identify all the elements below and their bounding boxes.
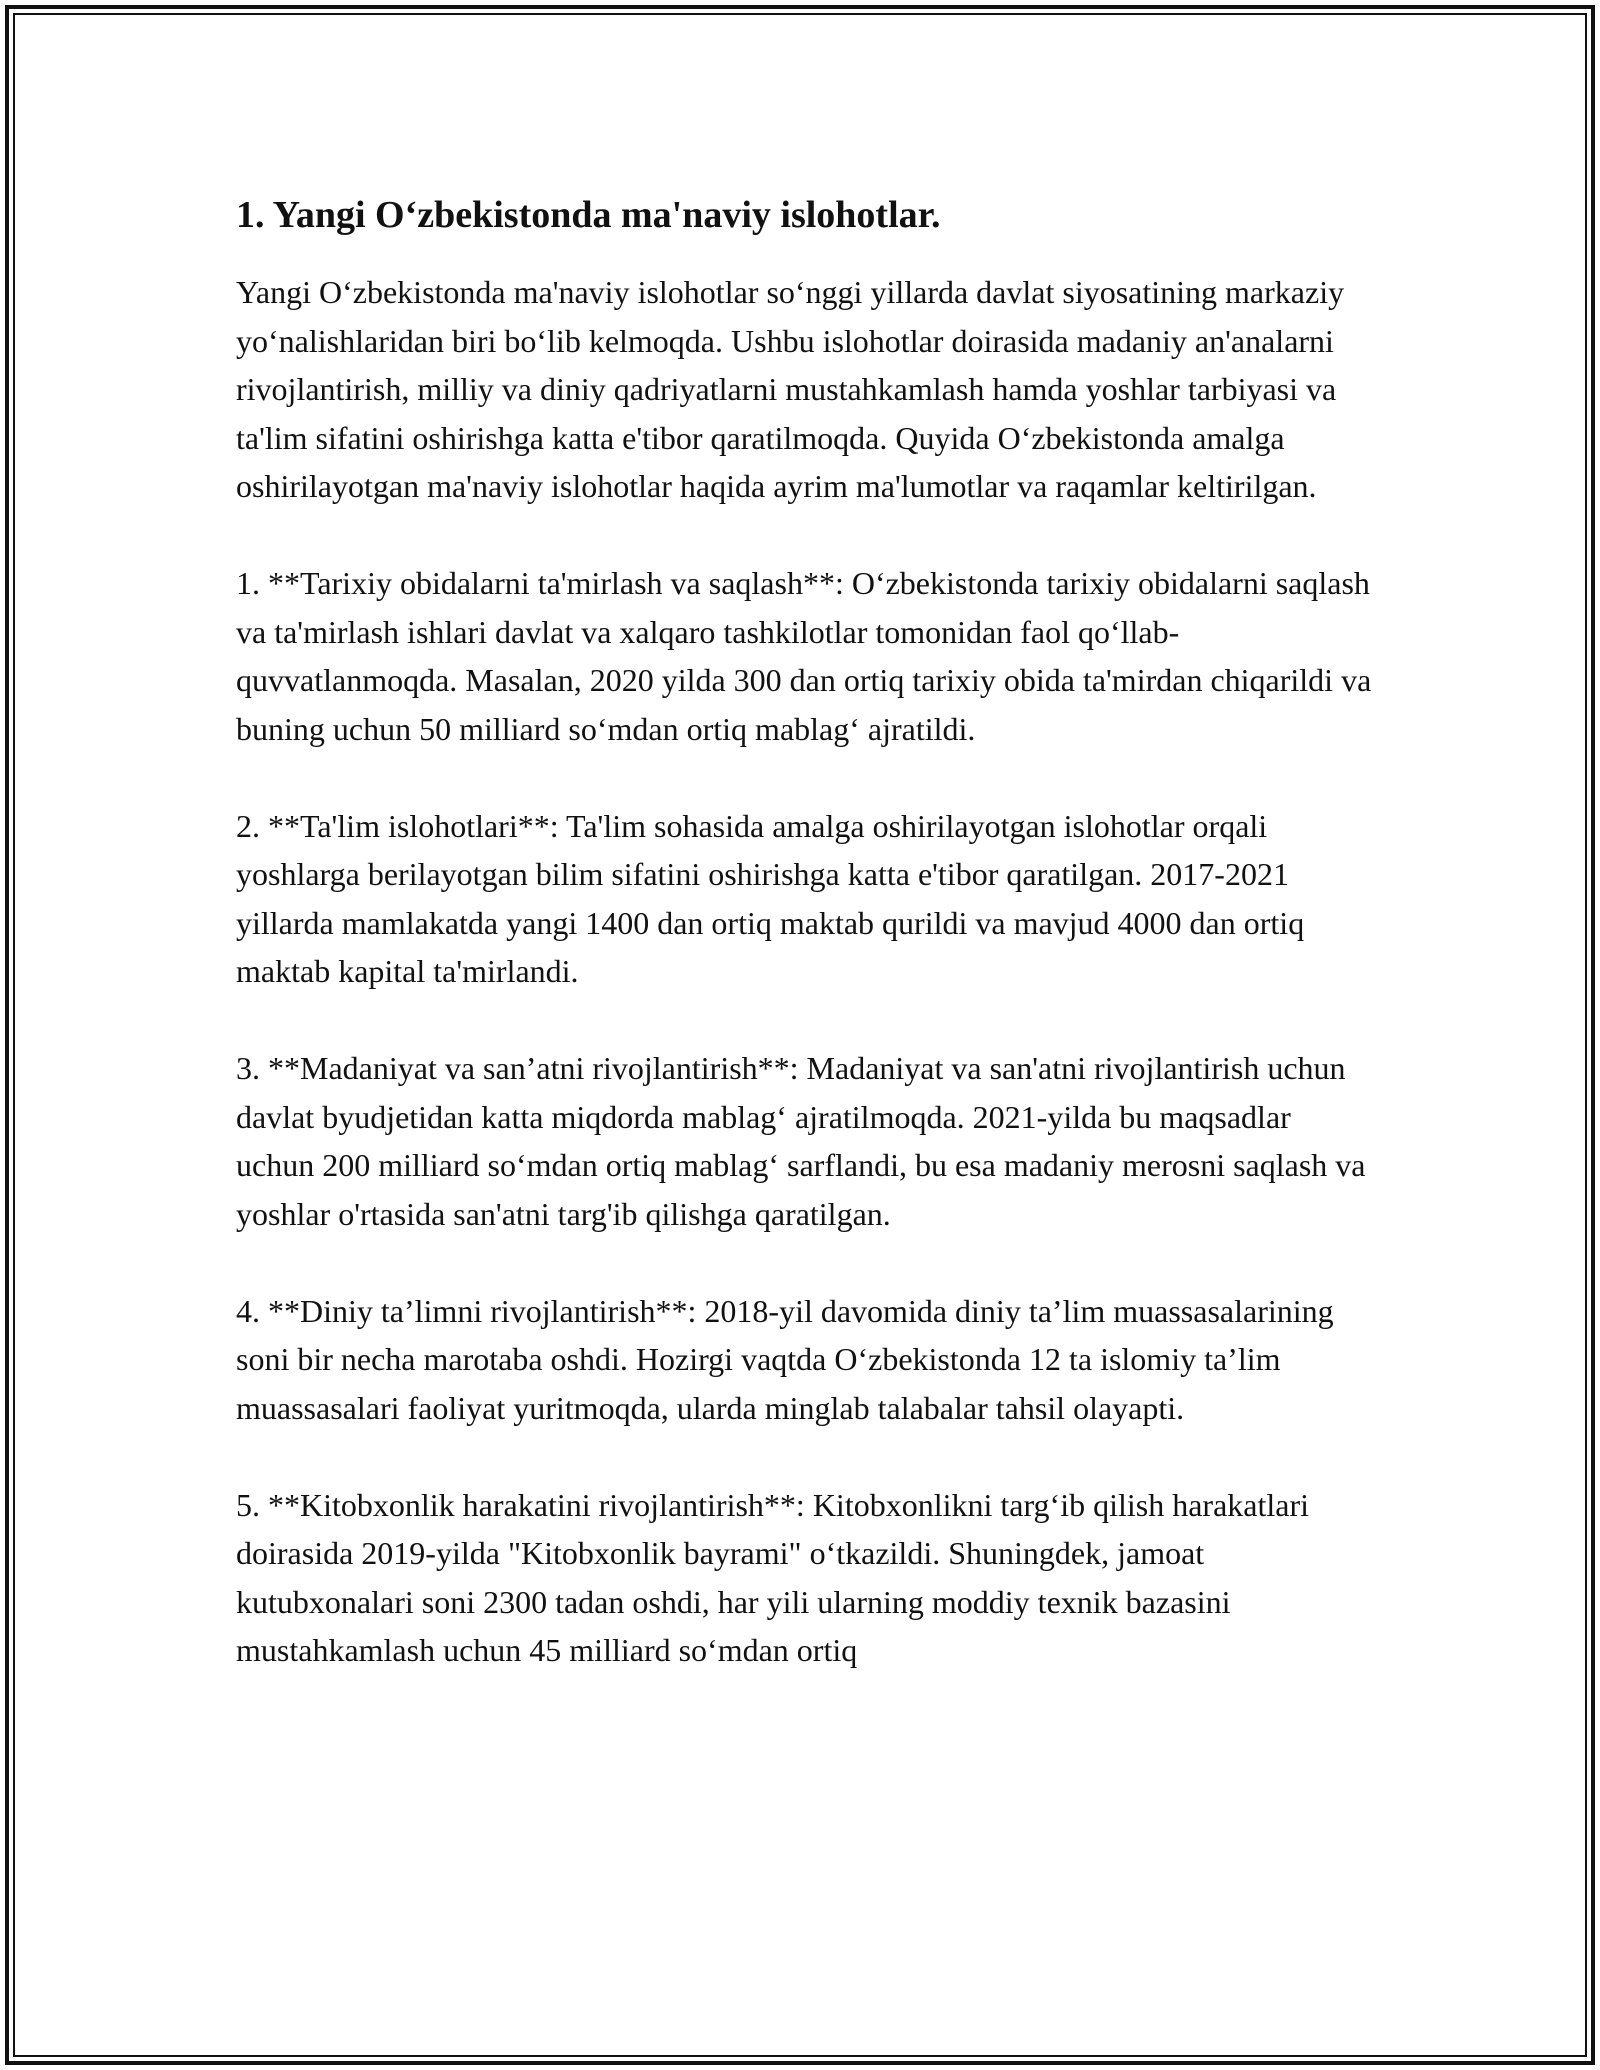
list-item-4: 4. **Diniy ta’limni rivojlantirish**: 2018-yil davomida diniy ta’lim muassasalarining soni bir necha marotaba oshdi. Hozirgi vaqtda O‘zbekistonda 12 ta islomiy ta’lim muassasalari faoliyat yuritmoqda, ularda minglab talabalar tahsil olayapti. xyxy=(236,1292,1334,1426)
document-page xyxy=(236,186,1376,1675)
intro-paragraph: Yangi O‘zbekistonda ma'naviy islohotlar so‘nggi yillarda davlat siyosatining markaziy yo‘nalishlaridan biri bo‘lib kelmoqda. Ushbu islohotlar doirasida madaniy an'analarni rivojlantirish, milliy va diniy qadriyatlarni mustahkamlash hamda yoshlar tarbiyasi va ta'lim sifatini oshirishga katta e'tibor qaratilmoqda. Quyida O‘zbekistonda amalga oshirilayotgan ma'naviy islohotlar haqida ayrim ma'lumotlar va raqamlar keltirilgan. xyxy=(236,274,1345,504)
list-item-3: 3. **Madaniyat va san’atni rivojlantirish**: Madaniyat va san'atni rivojlantirish uchun davlat byudjetidan katta miqdorda mablag‘ ajratilmoqda. 2021-yilda bu maqsadlar uchun 200 milliard so‘mdan ortiq mablag‘ sarflandi, bu esa madaniy merosni saqlash va yoshlar o'rtasida san'atni targ'ib qilishga qaratilgan. xyxy=(236,1050,1366,1232)
document-title: 1. Yangi O‘zbekistonda ma'naviy islohotlar. xyxy=(236,194,941,236)
list-item-2: 2. **Ta'lim islohotlari**: Ta'lim sohasida amalga oshirilayotgan islohotlar orqali yoshlarga berilayotgan bilim sifatini oshirishga katta e'tibor qaratilgan. 2017-2021 yillarda mamlakatda yangi 1400 dan ortiq maktab qurildi va mavjud 4000 dan ortiq maktab kapital ta'mirlandi. xyxy=(236,807,1305,989)
list-item-5: 5. **Kitobxonlik harakatini rivojlantirish**: Kitobxonlikni targ‘ib qilish harakatlari doirasida 2019-yilda "Kitobxonlik bayrami" o‘tkazildi. Shuningdek, jamoat kutubxonalari soni 2300 tadan oshdi, har yili ularning moddiy texnik bazasini mustahkamlash uchun 45 milliard so‘mdan ortiq xyxy=(236,1486,1310,1668)
list-item-1: 1. **Tarixiy obidalarni ta'mirlash va saqlash**: O‘zbekistonda tarixiy obidalarni saqlash va ta'mirlash ishlari davlat va xalqaro tashkilotlar tomonidan faol qo‘llab-quvvatlanmoqda. Masalan, 2020 yilda 300 dan ortiq tarixiy obida ta'mirdan chiqarildi va buning uchun 50 milliard so‘mdan ortiq mablag‘ ajratildi. xyxy=(236,565,1372,747)
